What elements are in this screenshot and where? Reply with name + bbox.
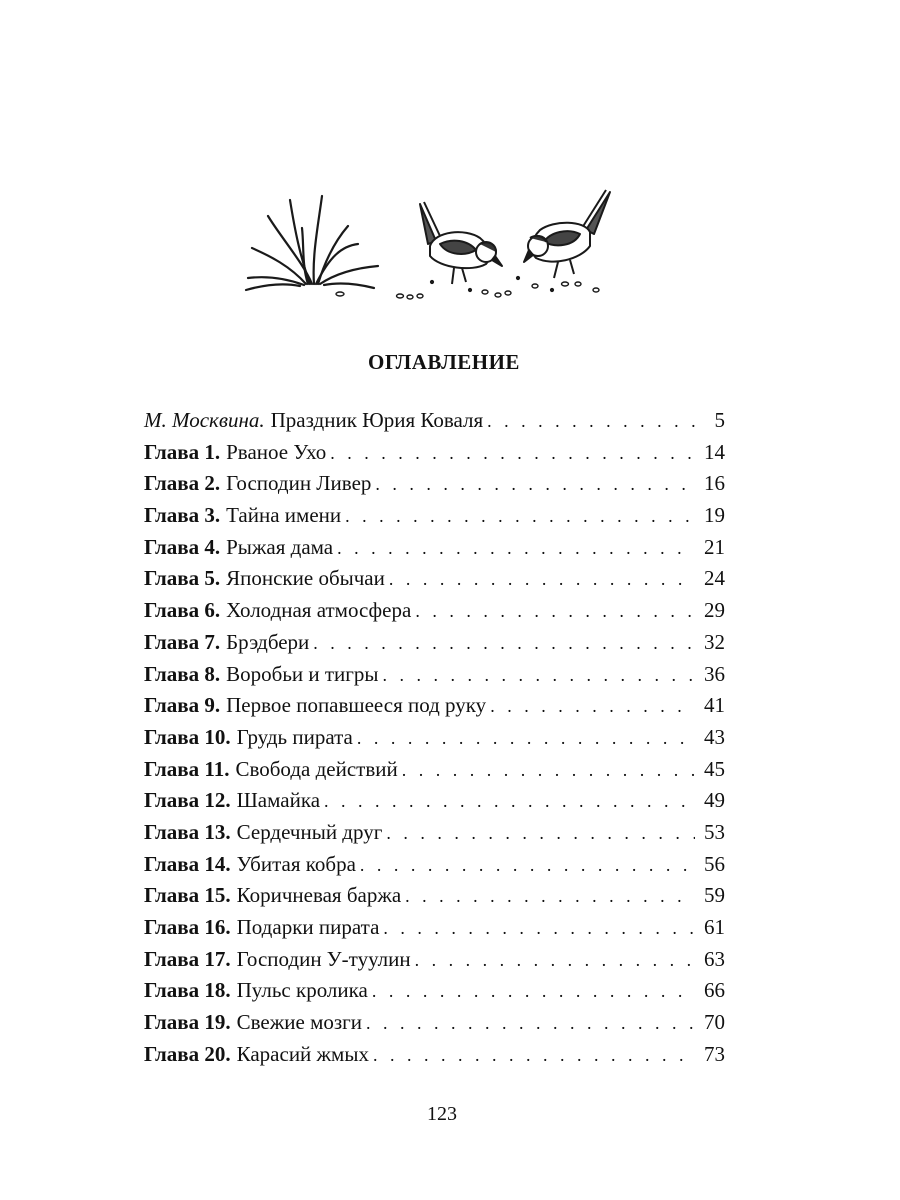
toc-entry-chapter[interactable] (144, 500, 725, 532)
dot-leader (366, 1008, 695, 1040)
chapter-title: Пульс кролика (236, 978, 368, 1003)
chapter-label: Глава 10. (144, 724, 231, 749)
dot-leader (415, 596, 695, 628)
chapter-label: Глава 16. (144, 915, 231, 939)
dot-leader (324, 786, 695, 818)
chapter-label: Глава 13. (144, 819, 231, 844)
chapter-title: Рыжая дама (226, 534, 334, 559)
dot-leader (372, 976, 695, 1008)
chapter-label: Глава 15. (144, 883, 231, 908)
ground-crumbs-icon (336, 277, 599, 299)
chapter-label: Глава 19. (144, 1010, 231, 1035)
chapter-page-number: 43 (704, 724, 725, 749)
chapter-label: Глава 1. (144, 439, 221, 464)
toc-entry-chapter[interactable] (144, 532, 725, 564)
grass-and-birds-drawing (240, 186, 630, 306)
toc-entry-chapter[interactable] (144, 659, 725, 691)
chapter-label: Глава 12. (144, 788, 231, 813)
page-number: 123 (427, 1103, 457, 1125)
dot-leader (360, 850, 695, 882)
dot-leader (345, 501, 695, 533)
chapter-label: Глава 5. (144, 566, 221, 591)
dot-leader (415, 945, 695, 977)
chapter-label: Глава 8. (144, 661, 221, 686)
toc-entry-chapter[interactable] (144, 785, 725, 817)
dot-leader (375, 469, 695, 501)
intro-author: М. Москвина. (144, 408, 265, 432)
chapter-title: Тайна имени (226, 503, 342, 528)
dot-leader (402, 755, 695, 787)
chapter-label: Глава 4. (144, 534, 221, 559)
chapter-title: Рваное Ухо (226, 439, 327, 464)
dot-leader (383, 913, 695, 945)
chapter-page-number: 36 (704, 661, 725, 686)
toc-entry-chapter[interactable] (144, 437, 725, 469)
chapter-page-number: 61 (704, 915, 725, 939)
toc-entry-chapter[interactable] (144, 468, 725, 500)
intro-title: Праздник Юрия Коваля (270, 408, 484, 432)
toc-entry-chapter[interactable] (144, 849, 725, 881)
chapter-page-number: 70 (704, 1010, 725, 1035)
chapter-title: Японские обычаи (226, 566, 385, 591)
chapter-page-number: 45 (704, 756, 725, 781)
chapter-title: Первое попавшееся под руку (226, 693, 487, 718)
toc-entry-chapter[interactable] (144, 1007, 725, 1039)
chapter-page-number: 41 (704, 693, 725, 718)
toc-entry-chapter[interactable] (144, 944, 725, 976)
toc-entry-chapter[interactable] (144, 722, 725, 754)
chapter-title: Грудь пирата (236, 724, 353, 749)
chapter-title: Господин Ливер (226, 471, 372, 496)
dot-leader (330, 438, 695, 470)
dot-leader (490, 691, 695, 723)
chapter-page-number: 19 (704, 503, 725, 528)
dot-leader (357, 723, 695, 755)
toc-entry-chapter[interactable] (144, 912, 725, 944)
dot-leader (383, 660, 695, 692)
chapter-title: Подарки пирата (236, 915, 380, 939)
dot-leader (313, 628, 695, 660)
chapter-label: Глава 11. (144, 756, 230, 781)
chapter-label: Глава 9. (144, 693, 221, 718)
toc-entry-chapter[interactable] (144, 754, 725, 786)
chapter-page-number: 59 (704, 883, 725, 908)
chapter-page-number: 73 (704, 1041, 725, 1066)
chapter-label: Глава 14. (144, 851, 231, 876)
dot-leader (337, 533, 695, 565)
chapter-title: Воробьи и тигры (226, 661, 379, 686)
chapter-page-number: 63 (704, 946, 725, 971)
chapter-label: Глава 18. (144, 978, 231, 1003)
chapter-label: Глава 20. (144, 1041, 231, 1066)
toc-entry-chapter[interactable] (144, 595, 725, 627)
chapter-page-number: 56 (704, 851, 725, 876)
chapter-page-number: 24 (704, 566, 725, 591)
chapter-title: Свобода действий (235, 756, 398, 781)
chapter-label: Глава 2. (144, 471, 221, 496)
chapter-page-number: 21 (704, 534, 725, 559)
chapter-title: Холодная атмосфера (226, 598, 412, 623)
dot-leader (389, 564, 695, 596)
chapter-title: Коричневая баржа (236, 883, 402, 908)
chapter-page-number: 66 (704, 978, 725, 1003)
toc-entry-chapter[interactable] (144, 1039, 725, 1071)
chapter-title: Карасий жмых (236, 1041, 369, 1066)
toc-entry-chapter[interactable] (144, 690, 725, 722)
toc-entry-chapter[interactable] (144, 627, 725, 659)
chapter-page-number: 14 (704, 439, 725, 464)
toc-entry-intro[interactable] (144, 405, 725, 437)
chapter-label: Глава 3. (144, 503, 221, 528)
chapter-title: Убитая кобра (236, 851, 356, 876)
toc-entry-chapter[interactable] (144, 563, 725, 595)
chapter-page-number: 49 (704, 788, 725, 813)
toc-heading: ОГЛАВЛЕНИЕ (368, 350, 520, 374)
toc-list (144, 405, 725, 1070)
toc-entry-chapter[interactable] (144, 880, 725, 912)
dot-leader (487, 406, 695, 438)
grass-tuft-icon (246, 196, 378, 290)
chapter-label: Глава 6. (144, 598, 221, 623)
sparrow-right-icon (524, 190, 610, 278)
toc-entry-chapter[interactable] (144, 817, 725, 849)
toc-entry-chapter[interactable] (144, 975, 725, 1007)
chapter-page-number: 29 (704, 598, 725, 623)
intro-page-number: 5 (714, 408, 725, 432)
chapter-page-number: 53 (704, 819, 725, 844)
chapter-title: Господин У-туулин (236, 946, 411, 971)
chapter-title: Свежие мозги (236, 1010, 362, 1035)
chapter-page-number: 16 (704, 471, 725, 496)
chapter-label: Глава 17. (144, 946, 231, 971)
dot-leader (373, 1040, 695, 1072)
chapter-title: Брэдбери (226, 629, 310, 654)
sparrow-left-icon (420, 202, 502, 284)
chapter-page-number: 32 (704, 629, 725, 654)
chapter-label: Глава 7. (144, 629, 221, 654)
dot-leader (405, 881, 695, 913)
dot-leader (386, 818, 695, 850)
chapter-title: Шамайка (236, 788, 321, 813)
chapter-title: Сердечный друг (236, 819, 383, 844)
